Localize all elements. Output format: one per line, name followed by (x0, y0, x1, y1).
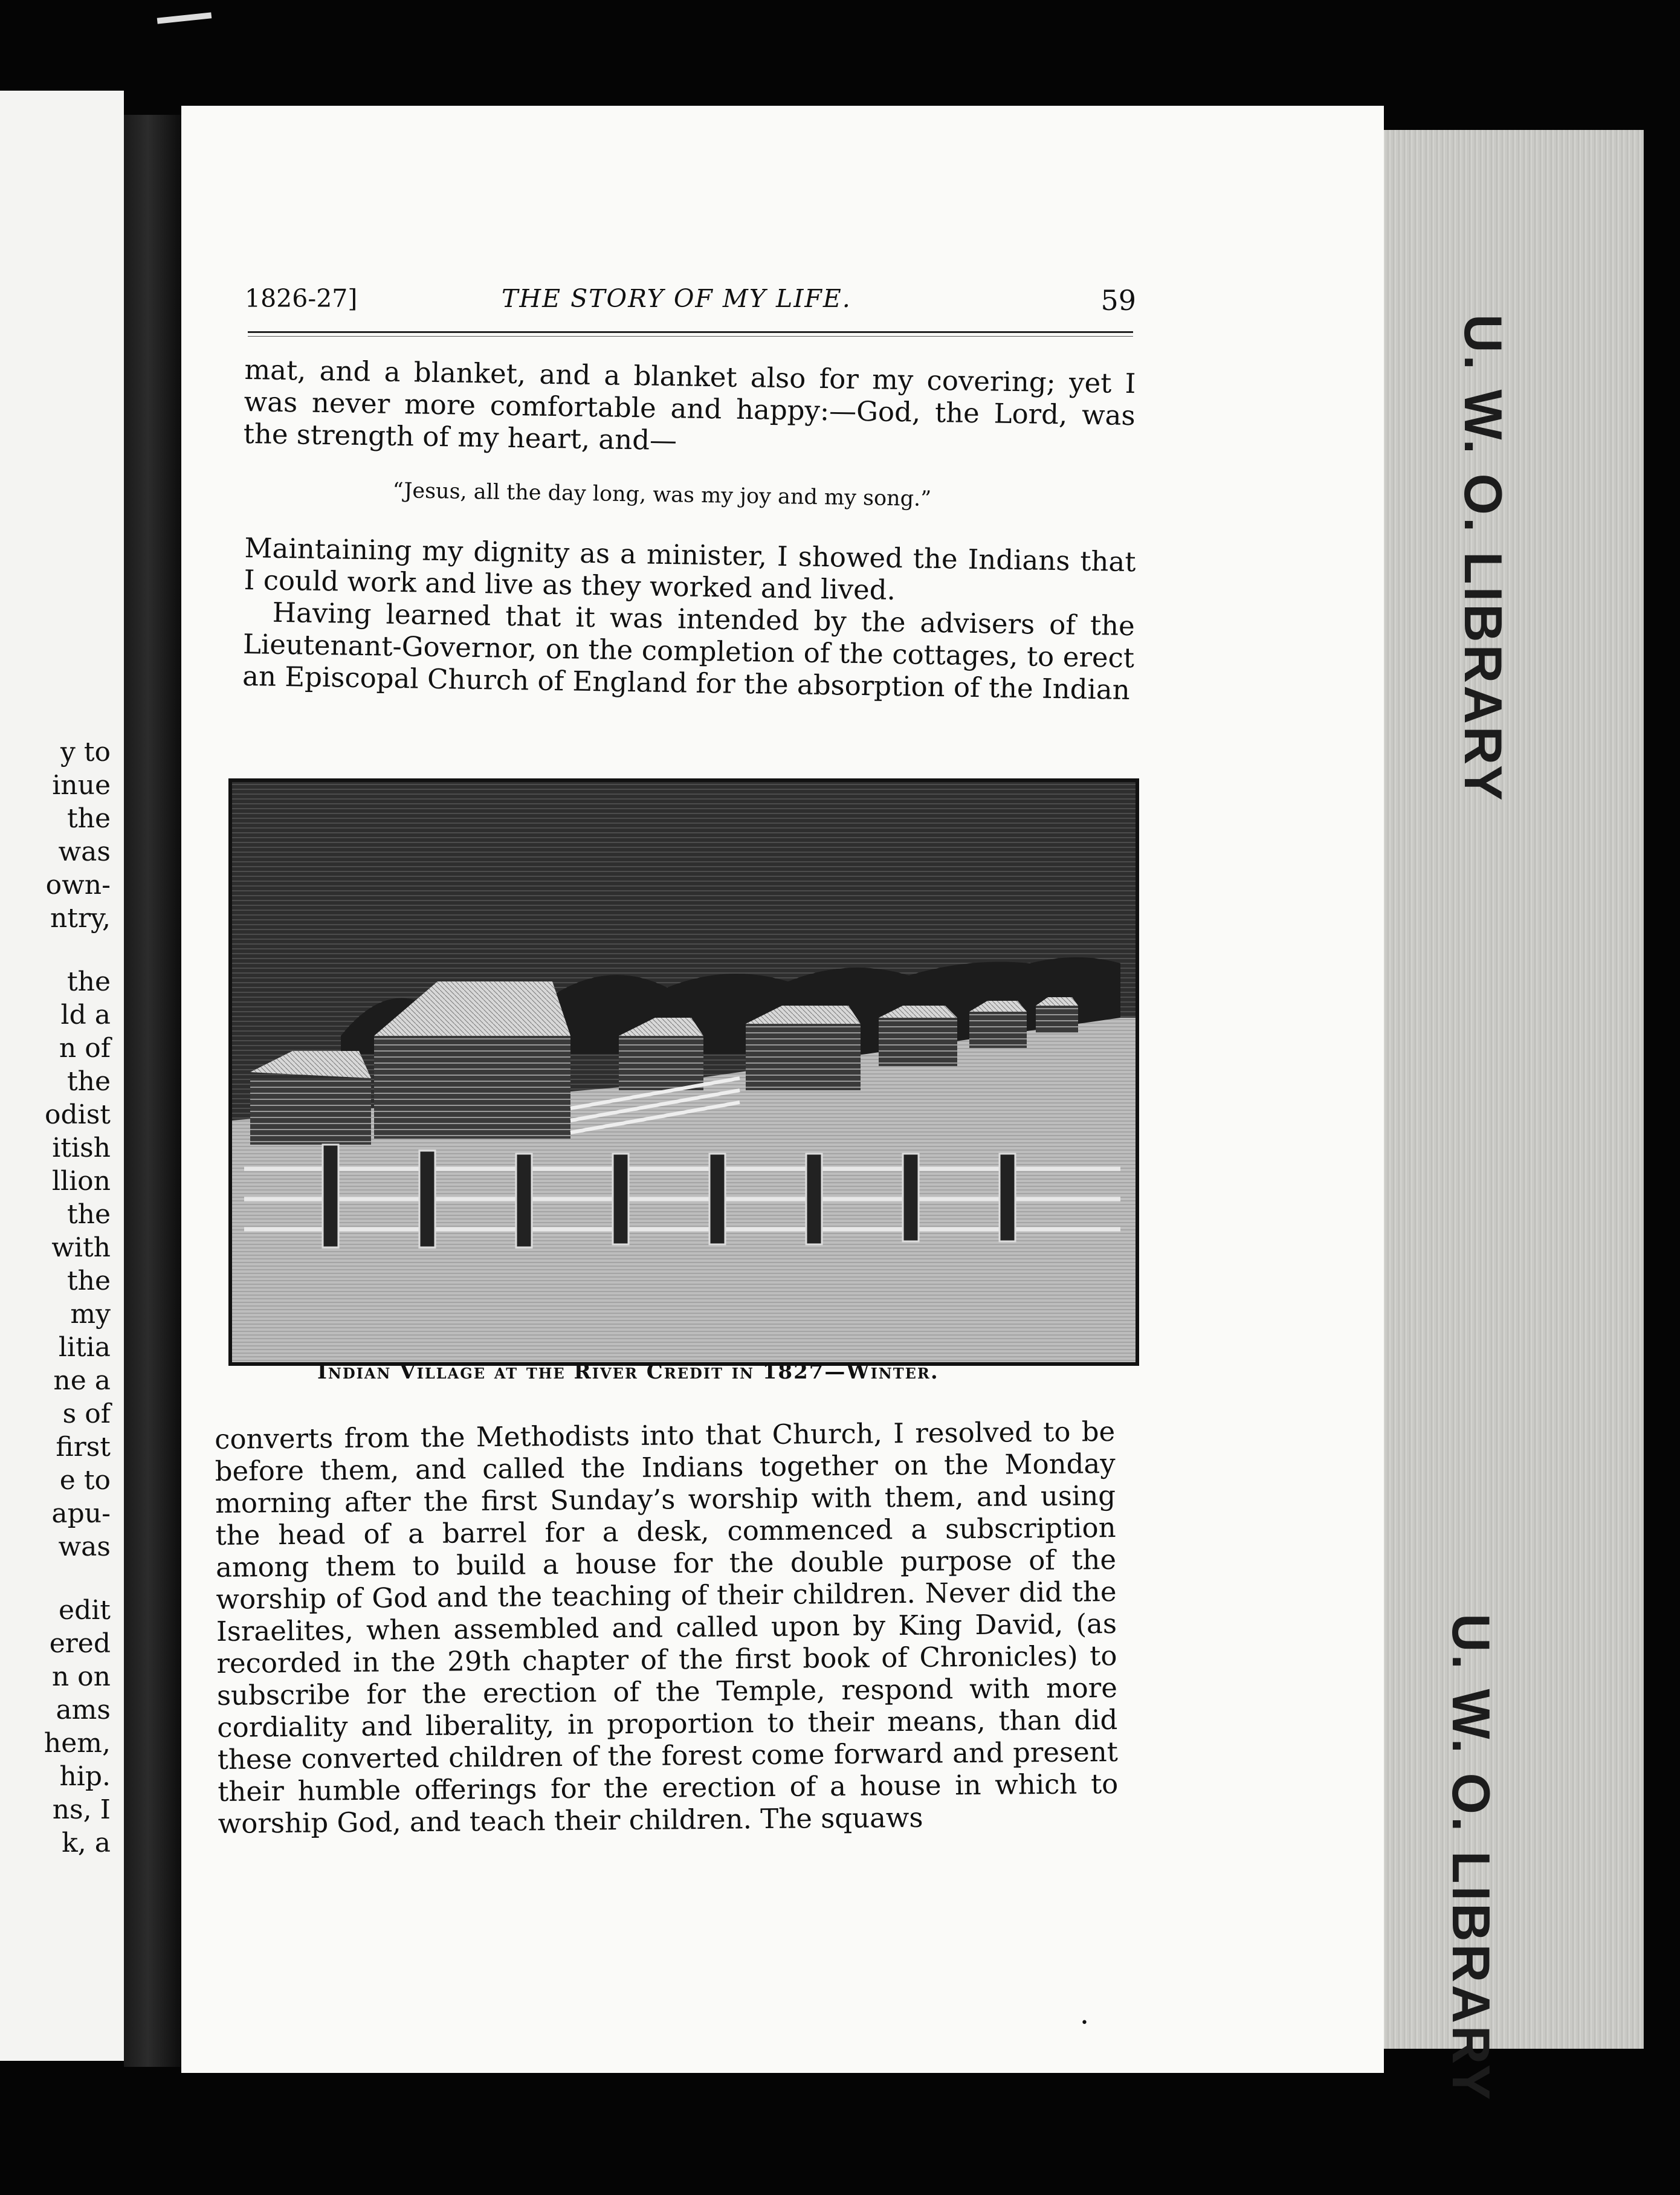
illustration-caption: Indian Village at the River Credit in 1827—Winter. (317, 1360, 939, 1384)
previous-page (0, 91, 124, 2061)
left-fragment: edit (59, 1595, 111, 1626)
book-gutter (124, 115, 184, 2067)
left-fragment: was (58, 1531, 111, 1562)
paragraphs-upper (242, 532, 1136, 706)
library-stamp-lower: U. W. O. LIBRARY (1441, 1614, 1501, 2103)
left-fragment: hem, (44, 1728, 111, 1759)
scan-mark (157, 12, 212, 24)
left-fragment: own- (45, 870, 111, 900)
paragraph-continuation (244, 354, 1136, 464)
header-title: THE STORY OF MY LIFE. (502, 284, 851, 313)
header-rule (248, 331, 1133, 337)
left-fragment: n of (59, 1033, 111, 1064)
paragraph-lower (215, 1415, 1119, 1840)
running-header (245, 284, 1136, 326)
left-fragment: itish (52, 1133, 111, 1163)
paragraph-text: mat, and a blanket, and a blanket also for my covering; yet I was never more comfortable and happy:—God, the Lord, was the strength of my heart, and— (243, 354, 1136, 457)
left-fragment: litia (58, 1332, 111, 1363)
left-fragment: ntry, (50, 903, 111, 934)
left-fragment: ered (49, 1628, 111, 1659)
left-fragment: y to (60, 737, 111, 768)
left-fragment: the (66, 966, 111, 997)
paragraph-text: Having learned that it was intended by the advisers of the Lieutenant-Governor, on the completion of the cottages, to erect an Episcopal Church of England for the absorption of the Indian (242, 596, 1136, 706)
left-fragment: inue (52, 770, 111, 801)
left-fragment: k, a (62, 1828, 111, 1858)
left-fragment: llion (51, 1166, 111, 1197)
left-fragment: s of (62, 1398, 111, 1429)
left-fragment: the (66, 803, 111, 834)
left-fragment: the (66, 1066, 111, 1097)
left-fragment: first (56, 1432, 111, 1463)
header-years: 1826-27] (245, 284, 358, 313)
left-fragment: ld a (60, 1000, 111, 1030)
left-fragment: was (58, 836, 111, 867)
left-fragment: my (70, 1299, 111, 1330)
left-fragment: the (66, 1266, 111, 1296)
left-fragment: ne a (53, 1365, 111, 1396)
left-fragment: the (66, 1199, 111, 1230)
hymn-quote: “Jesus, all the day long, was my joy and my song.” (392, 479, 932, 511)
left-fragment: ns, I (52, 1794, 111, 1825)
paragraph-text: Maintaining my dignity as a minister, I showed the Indians that I could work and live as they worked and lived. (244, 532, 1136, 606)
left-fragment: odist (45, 1099, 111, 1130)
village-engraving-drawing (232, 782, 1136, 1362)
village-engraving (228, 778, 1139, 1366)
print-mark: • (1081, 2016, 1088, 2031)
library-stamp-upper: U. W. O. LIBRARY (1453, 314, 1513, 803)
paragraph-text: converts from the Methodists into that Church, I resolved to be before them, and called the Indians together on the Monday morning after the first Sunday’s worship with them, and using the head of a barrel for a desk, commenced a subscription among them to build a house for the double purpose of the worship of God and the teaching of their children. Never did the Israelites, when assembled and called upon by King David, (as recorded in the 29th chapter of the first book of Chronicles) to subscribe for the erection of the Temple, respond with more cordiality and liberality, in proportion to their means, than did these converted children of the forest come forward and present their humble offerings for the erection of a house in which to worship God, and teach their children. The squaws (215, 1415, 1119, 1840)
page-number: 59 (1100, 284, 1136, 317)
left-fragment: n on (51, 1661, 111, 1692)
left-fragment: ams (56, 1695, 111, 1725)
left-fragment: e to (59, 1465, 111, 1496)
left-fragment: with (51, 1232, 111, 1263)
left-fragment: apu- (51, 1498, 111, 1529)
left-fragment: hip. (59, 1761, 111, 1792)
